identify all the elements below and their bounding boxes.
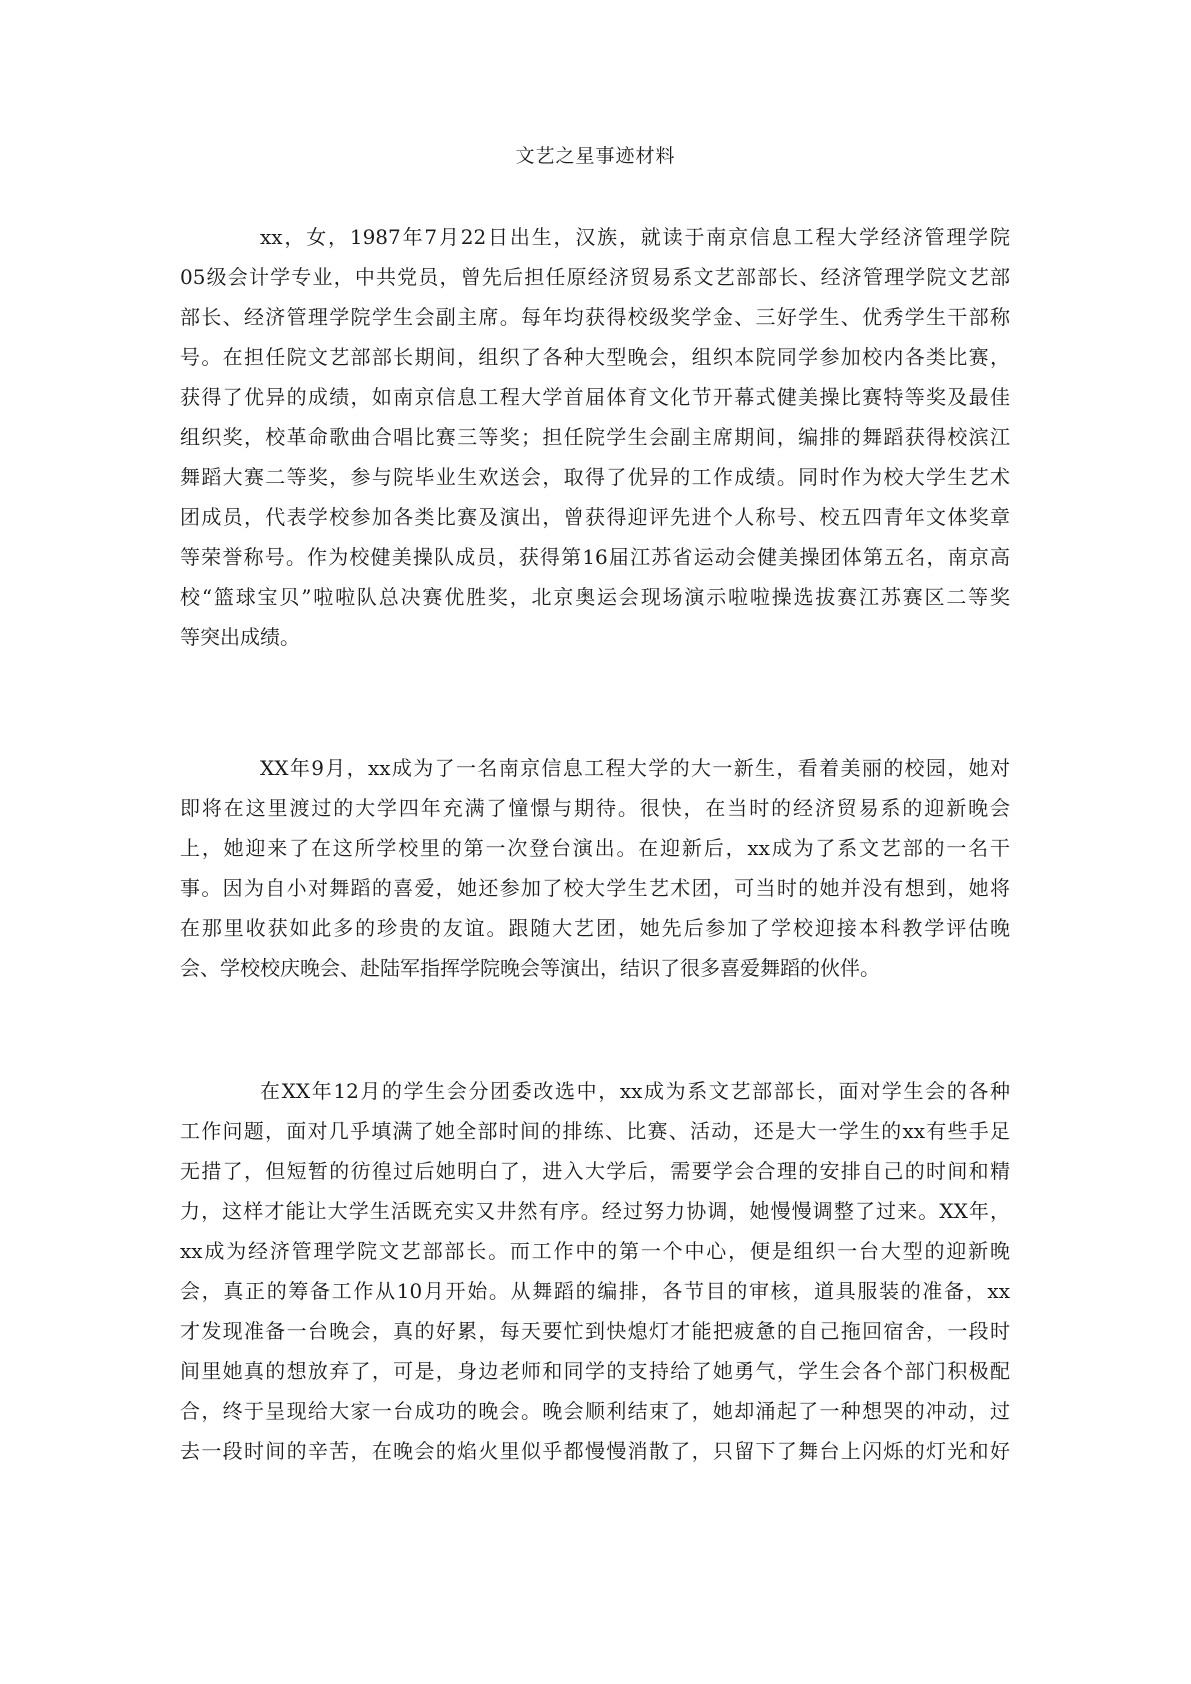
paragraph-line: XX年9月，xx成为了一名南京信息工程大学的大一新生，看着美丽的校园，她对 [260, 756, 1010, 780]
paragraph-line: 在那里收获如此多的珍贵的友谊。跟随大艺团，她先后参加了学校迎接本科教学评估晚 [180, 916, 1010, 940]
paragraph-line: 校“篮球宝贝”啦啦队总决赛优胜奖，北京奥运会现场演示啦啦操选拔赛江苏赛区二等奖 [180, 585, 1010, 609]
paragraph-line: 即将在这里渡过的大学四年充满了憧憬与期待。很快，在当时的经济贸易系的迎新晚会 [180, 796, 1010, 820]
paragraph-line: 组织奖，校革命歌曲合唱比赛三等奖；担任院学生会副主席期间，编排的舞蹈获得校滨江 [180, 425, 1010, 449]
paragraph-line: 无措了，但短暂的彷徨过后她明白了，进入大学后，需要学会合理的安排自己的时间和精 [180, 1159, 1010, 1183]
paragraph-line: 在XX年12月的学生会分团委改选中，xx成为系文艺部部长，面对学生会的各种 [260, 1079, 1010, 1103]
paragraph-line: 工作问题，面对几乎填满了她全部时间的排练、比赛、活动，还是大一学生的xx有些手足 [180, 1119, 1010, 1143]
paragraph-2 [180, 748, 1010, 988]
paragraph-1 [180, 217, 1010, 657]
paragraph-line: 部长、经济管理学院学生会副主席。每年均获得校级奖学金、三好学生、优秀学生干部称 [180, 305, 1010, 329]
paragraph-line: xx成为经济管理学院文艺部部长。而工作中的第一个中心，便是组织一台大型的迎新晚 [180, 1239, 1010, 1263]
paragraph-line: 合，终于呈现给大家一台成功的晚会。晚会顺利结束了，她却涌起了一种想哭的冲动，过 [180, 1399, 1010, 1423]
paragraph-line: 间里她真的想放弃了，可是，身边老师和同学的支持给了她勇气，学生会各个部门积极配 [180, 1359, 1010, 1383]
paragraph-line: xx，女，1987年7月22日出生，汉族，就读于南京信息工程大学经济管理学院 [260, 225, 1010, 249]
paragraph-line: 05级会计学专业，中共党员，曾先后担任原经济贸易系文艺部部长、经济管理学院文艺部 [180, 265, 1010, 289]
paragraph-line: 上，她迎来了在这所学校里的第一次登台演出。在迎新后，xx成为了系文艺部的一名干 [180, 836, 1010, 860]
paragraph-line: 团成员，代表学校参加各类比赛及演出，曾获得迎评先进个人称号、校五四青年文体奖章 [180, 505, 1010, 529]
document-title: 文艺之星事迹材料 [515, 145, 676, 167]
paragraph-line: 等突出成绩。 [180, 625, 300, 649]
paragraph-line: 舞蹈大赛二等奖，参与院毕业生欢送会，取得了优异的工作成绩。同时作为校大学生艺术 [180, 465, 1010, 489]
paragraph-line: 才发现准备一台晚会，真的好累，每天要忙到快熄灯才能把疲惫的自己拖回宿舍，一段时 [180, 1319, 1010, 1343]
paragraph-line: 号。在担任院文艺部部长期间，组织了各种大型晚会，组织本院同学参加校内各类比赛， [180, 345, 1010, 369]
paragraph-line: 力，这样才能让大学生活既充实又井然有序。经过努力协调，她慢慢调整了过来。XX年， [180, 1199, 1010, 1223]
paragraph-line: 获得了优异的成绩，如南京信息工程大学首届体育文化节开幕式健美操比赛特等奖及最佳 [180, 385, 1010, 409]
paragraph-line: 事。因为自小对舞蹈的喜爱，她还参加了校大学生艺术团，可当时的她并没有想到，她将 [180, 876, 1010, 900]
paragraph-line: 等荣誉称号。作为校健美操队成员，获得第16届江苏省运动会健美操团体第五名，南京高 [180, 545, 1010, 569]
paragraph-3 [180, 1071, 1010, 1471]
paragraph-line: 去一段时间的辛苦，在晚会的焰火里似乎都慢慢消散了，只留下了舞台上闪烁的灯光和好 [180, 1439, 1010, 1463]
paragraph-line: 会、学校校庆晚会、赴陆军指挥学院晚会等演出，结识了很多喜爱舞蹈的伙伴。 [180, 956, 880, 980]
paragraph-line: 会，真正的筹备工作从10月开始。从舞蹈的编排，各节目的审核，道具服装的准备，xx [180, 1279, 1010, 1303]
